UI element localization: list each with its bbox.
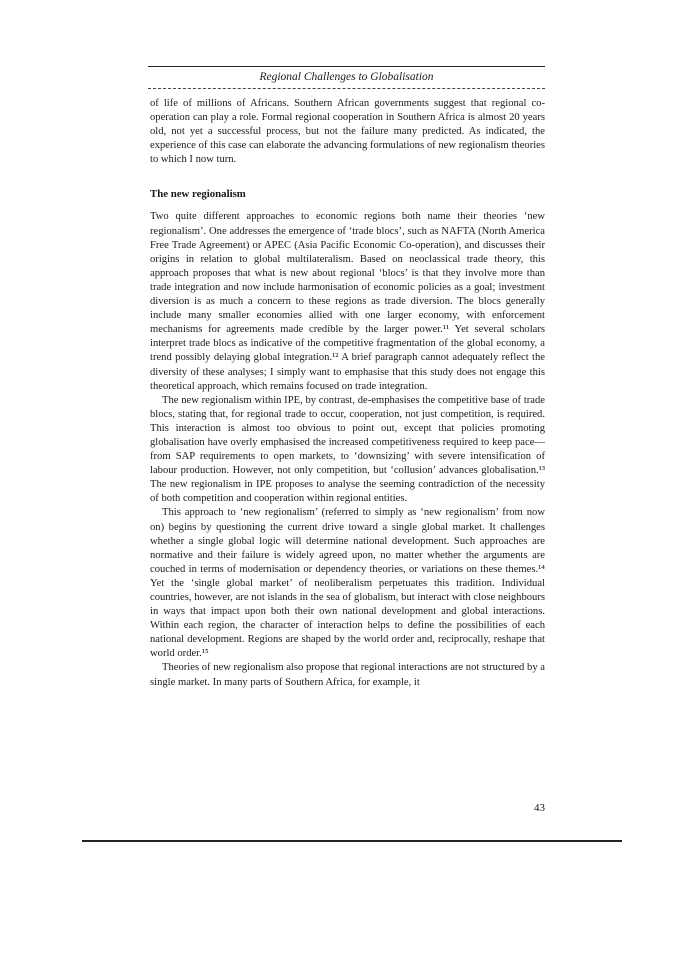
paragraph-1: Two quite different approaches to economic regions both name their theories ‘new regionalism’. One addresses the emergence of ‘trade blocs’, such as NAFTA (North America Free Trade Agreement) or APEC (Asia Pacific Economic Co-operation), and discusses their origins in relation to global multilateralism. Based on neoclassical trade theory, this approach proposes that what is new about regional ‘blocs’ is that they involve more than trade integration and now include harmonisation of economic policies as a goal; investment diversion is as much a concern to these regions as trade diversion. The blocs generally include many smaller economies allied with one larger economy, with enforcement mechanisms for agreements made credible by the larger power.¹¹ Yet several scholars interpret trade blocs as indicative of the competitive fragmentation of the global economy, a trend possibly delaying global integration.¹² A brief paragraph cannot adequately reflect the diversity of these analyses; I simply want to emphasise that this study does not engage this theoretical approach, which remains focused on trade integration. [150,211,545,392]
section-heading: The new regionalism [150,188,246,201]
body-text [150,97,545,690]
paragraph-2: The new regionalism within IPE, by contrast, de-emphasises the competitive base of trade blocs, stating that, for regional trade to occur, cooperation, not just competition, is required. This interaction is almost too obvious to point out, except that policies promoting globalisation have overly emphasised the increased competitiveness required to keep pace—from SAP requirements to open markets, to ‘downsizing’ with severe intensification of labour production. However, not only competition, but ‘collusion’ advances globalisation.¹³ The new regionalism in IPE proposes to analyse the seeming contradiction of the necessity of both competition and cooperation within regional entities. [150,394,545,505]
header-rule [148,66,545,67]
paragraph-3: This approach to ‘new regionalism’ (referred to simply as ‘new regionalism’ from now on) begins by questioning the current drive toward a single global market. It challenges whether a single global logic will determine national development. Such approaches are normative and their failure is widely agreed upon, no matter whether the arguments are couched in terms of modernisation or dependency theories, or variations on these themes.¹⁴ Yet the ‘single global market’ of neoliberalism perpetuates this tradition. Individual countries, however, are not islands in the sea of globalism, but interact with close neighbours in ways that impact upon both their own national development and global interactions. Within each region, the character of interaction helps to define the possibilities of each national development. Regions are shaped by the world order and, reciprocally, reshape that world order.¹⁵ [150,507,545,660]
running-head: Regional Challenges to Globalisation [259,71,434,83]
header-dashed-rule [148,88,545,89]
intro-paragraph: of life of millions of Africans. Southern African governments suggest that regional co-operation can play a role. Formal regional cooperation in Southern Africa is almost 20 years old, not yet a successful process, but not the failure many predicted. As indicated, the experience of this case can elaborate the advancing formulations of new regionalism theories to which I now turn. [150,98,545,166]
paragraph-4: Theories of new regionalism also propose that regional interactions are not structured by a single market. In many parts of Southern Africa, for example, it [150,662,545,688]
page-number: 43 [534,802,545,814]
footer-rule [82,840,622,842]
